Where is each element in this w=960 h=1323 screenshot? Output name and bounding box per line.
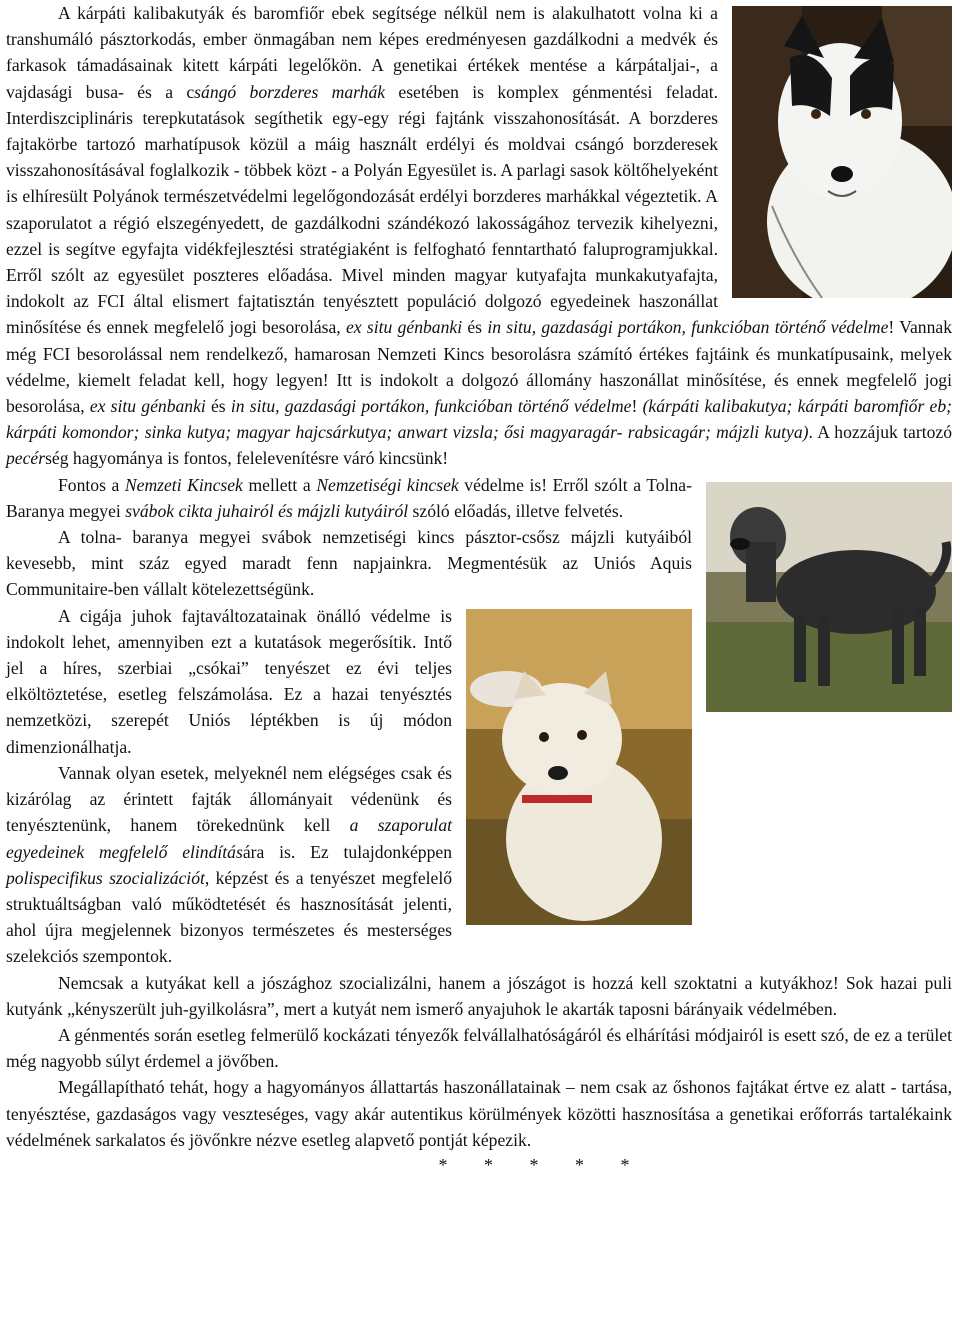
article <box>6 0 952 1176</box>
paragraph-6: Nemcsak a kutyákat kell a jószághoz szocializálni, hanem a jószágot is hozzá kell szoktatni a kutyákhoz! Sok hazai puli kutyánk „kényszerült juh-gyilkolásra”, mert a kutyát nem ismerő anyajuhok le akarták taposni bárányaik védelmében. <box>6 972 952 1019</box>
paragraph-4: A cigája juhok fajtaváltozatainak önálló védelme is indokolt lehet, amennyiben ezt a kutatások megerősítik. Intő jel a híres, szerbiai „csókai” tenyészet ez évi teljes elköltöztetése, esetleg felszámolása. Ez a hazai tenyésztés nemzetközi, szerepét Uniós léptékben is új módon dimenzionálhatja. <box>6 605 452 757</box>
black-white-dog-photo <box>732 6 952 298</box>
separator-star: * <box>575 1154 584 1175</box>
separator-star: * <box>438 1154 448 1175</box>
grey-dog-photo <box>706 482 952 712</box>
separator-star: * <box>620 1154 630 1175</box>
paragraph-7: A génmentés során esetleg felmerülő kockázati tényezők felvállalhatóságáról és elhárítási módjairól is esett szó, de ez a terület még nagyobb súlyt érdemel a jövőben. <box>6 1024 952 1072</box>
separator-star: * <box>529 1154 539 1175</box>
paragraph-3: A tolna- baranya megyei svábok nemzetiségi kincs pásztor-csősz májzli kutyáiból kevesebb, mint száz egyed maradt fenn napjainkra. Megmentésük az Uniós Aquis Communitaire-ben vállalt kötelezettségünk. <box>6 527 692 600</box>
paragraph-8: Megállapítható tehát, hogy a hagyományos állattartás haszonállatainak – nem csak az őshonos fajtákat értve ez alatt - tartása, tenyésztése, gazdaságos vagy veszteséges, vagy akár autentikus körülmények közötti hasznosítása a genetikai erőforrás tartalékaink védelmének sarkalatos és jövőnkre nézve esetleg alapvető pontját képezik. <box>6 1077 952 1150</box>
white-dog-photo <box>466 609 692 925</box>
section-separator <box>6 1155 952 1176</box>
paragraph-1: A kárpáti kalibakutyák és baromfiőr ebek segítsége nélkül nem is alakulhatott volna ki a transhumáló pásztorkodás, ember önmagában nem képes eredményesen gazdálkodni a medvék és farkasok támadásainak kitett kárpáti legelőkön. A genetikai értékek mentése a kárpátaljai-, a vajdasági busa- és a csángó borzderes marhák esetében is komplex génmentési feladat. Interdiszciplináris terepkutatások segíthetik egy-egy régi fajtánk visszahonosítását. A borzderes fajtakörbe tartozó marhatípusok közül a máig használt erdélyi és moldvai csángó borzderesek visszahonosításával foglalkozik - többek közt - a Polyán Egyesület is. A parlagi sasok költőhelyeként is elhíresült Polyánok természetvédelmi legelőgondozását erdélyi borzderes marhákkal végeztetik. A szaporulatot a régió elszegényedett, de gazdálkodni szándékozó lakosságához tervezik kihelyezni, ezzel is segítve egyfajta vidékfejlesztési stratégiaként is felfogható fenntartható faluprogramjukkal. Erről szólt az egyesület poszteres előadása. Mivel minden magyar kutyafajta munkakutyafajta, indokolt az FCI által elismert fajtatisztán tenyésztett populáció dolgozó egyedeinek haszonállat minősítése és ennek megfelelő jogi besorolása, ex situ génbanki és in situ, gazdasági portákon, funkcióban történő védelme! Vannak még FCI besorolással nem rendelkező, hamarosan Nemzeti Kincs besorolásra számító értékes fajtáink és munkatípusaink, melyek védelme, kiemelt feladat kell, hogy legyen! Itt is indokolt a dolgozó állomány haszonállat minősítése, és ennek megfelelő jogi besorolása, ex situ génbanki és in situ, gazdasági portákon, funkcióban történő védelme! (kárpáti kalibakutya; kárpáti baromfiőr eb; kárpáti komondor; sinka kutya; magyar hajcsárkutya; anwart vizsla; ősi magyaragár- rabsicagár; májzli kutya). A hozzájuk tartozó pecérség hagyománya is fontos, felelevenítésre váró kincsünk! <box>6 3 953 469</box>
separator-star: * <box>484 1154 493 1175</box>
paragraph-5: Vannak olyan esetek, melyeknél nem elégséges csak és kizárólag az érintett fajták állományait védenünk és tenyésztenünk, hanem törekednünk kell a szaporulat egyedeinek megfelelő elindítására is. Ez tulajdonképpen polispecifikus szocializációt, képzést és a tenyészet megfelelő struktuáltságban való működtetését és hasznosítását jelenti, ahol újra megjelennek bizonyos természetes és mesterséges szelekciós szempontok. <box>6 762 453 967</box>
paragraph-2: Fontos a Nemzeti Kincsek mellett a Nemzetiségi kincsek védelme is! Erről szólt a Tolna- Baranya megyei svábok cikta juhairól és májzli kutyáiról szóló előadás, illetve felvetés. <box>6 474 692 521</box>
